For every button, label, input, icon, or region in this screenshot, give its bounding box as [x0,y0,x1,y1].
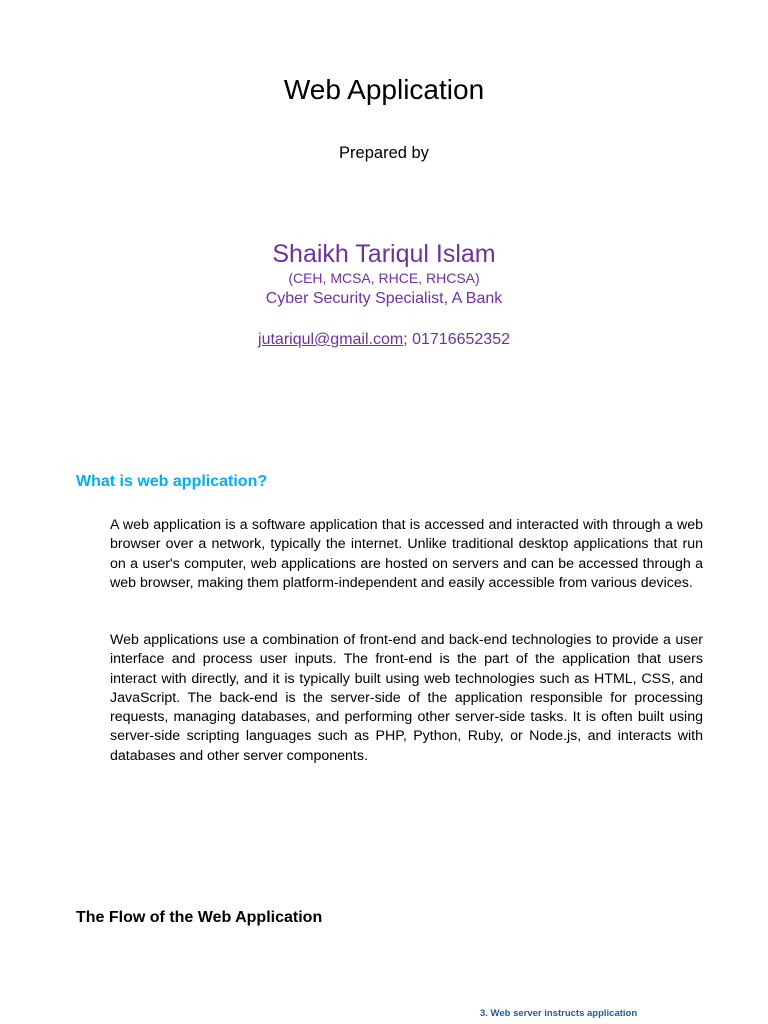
author-certifications: (CEH, MCSA, RHCE, RHCSA) [288,270,480,286]
section-heading-flow: The Flow of the Web Application [76,909,323,926]
document-title: Web Application [283,74,485,105]
contact-separator: ; [403,331,408,348]
author-name: Shaikh Tariqul Islam [272,240,496,268]
section-heading-what-is-web-application: What is web application? [76,473,268,490]
author-email-link[interactable]: jutariqul@gmail.com [258,331,404,348]
section1-paragraph-1: A web application is a software application that is accessed and interacted with through a web browser over a network, typically the internet. Unlike traditional desktop applications that run on a user's computer, web applications are hosted on servers and can be accessed through a web browser, making them platform-independent and easily accessible from various devices. [110,517,703,591]
author-phone: 01716652352 [407,331,510,348]
section1-paragraph-2: Web applications use a combination of front-end and back-end technologies to provide a user interface and process user inputs. The front-end is the part of the application that users interact with directly, and it is typically built using web technologies such as HTML, CSS, and JavaScript. The back-end is the server-side of the application responsible for processing requests, managing databases, and performing other server-side tasks. It is often built using server-side scripting languages such as PHP, Python, Ruby, or Node.js, and interacts with databases and other server components. [110,632,703,764]
author-role: Cyber Security Specialist, A Bank [265,290,503,307]
diagram-step-label: 3. Web server instructs application [480,1008,638,1019]
prepared-by-label: Prepared by [339,144,429,162]
author-contact [0,329,768,351]
